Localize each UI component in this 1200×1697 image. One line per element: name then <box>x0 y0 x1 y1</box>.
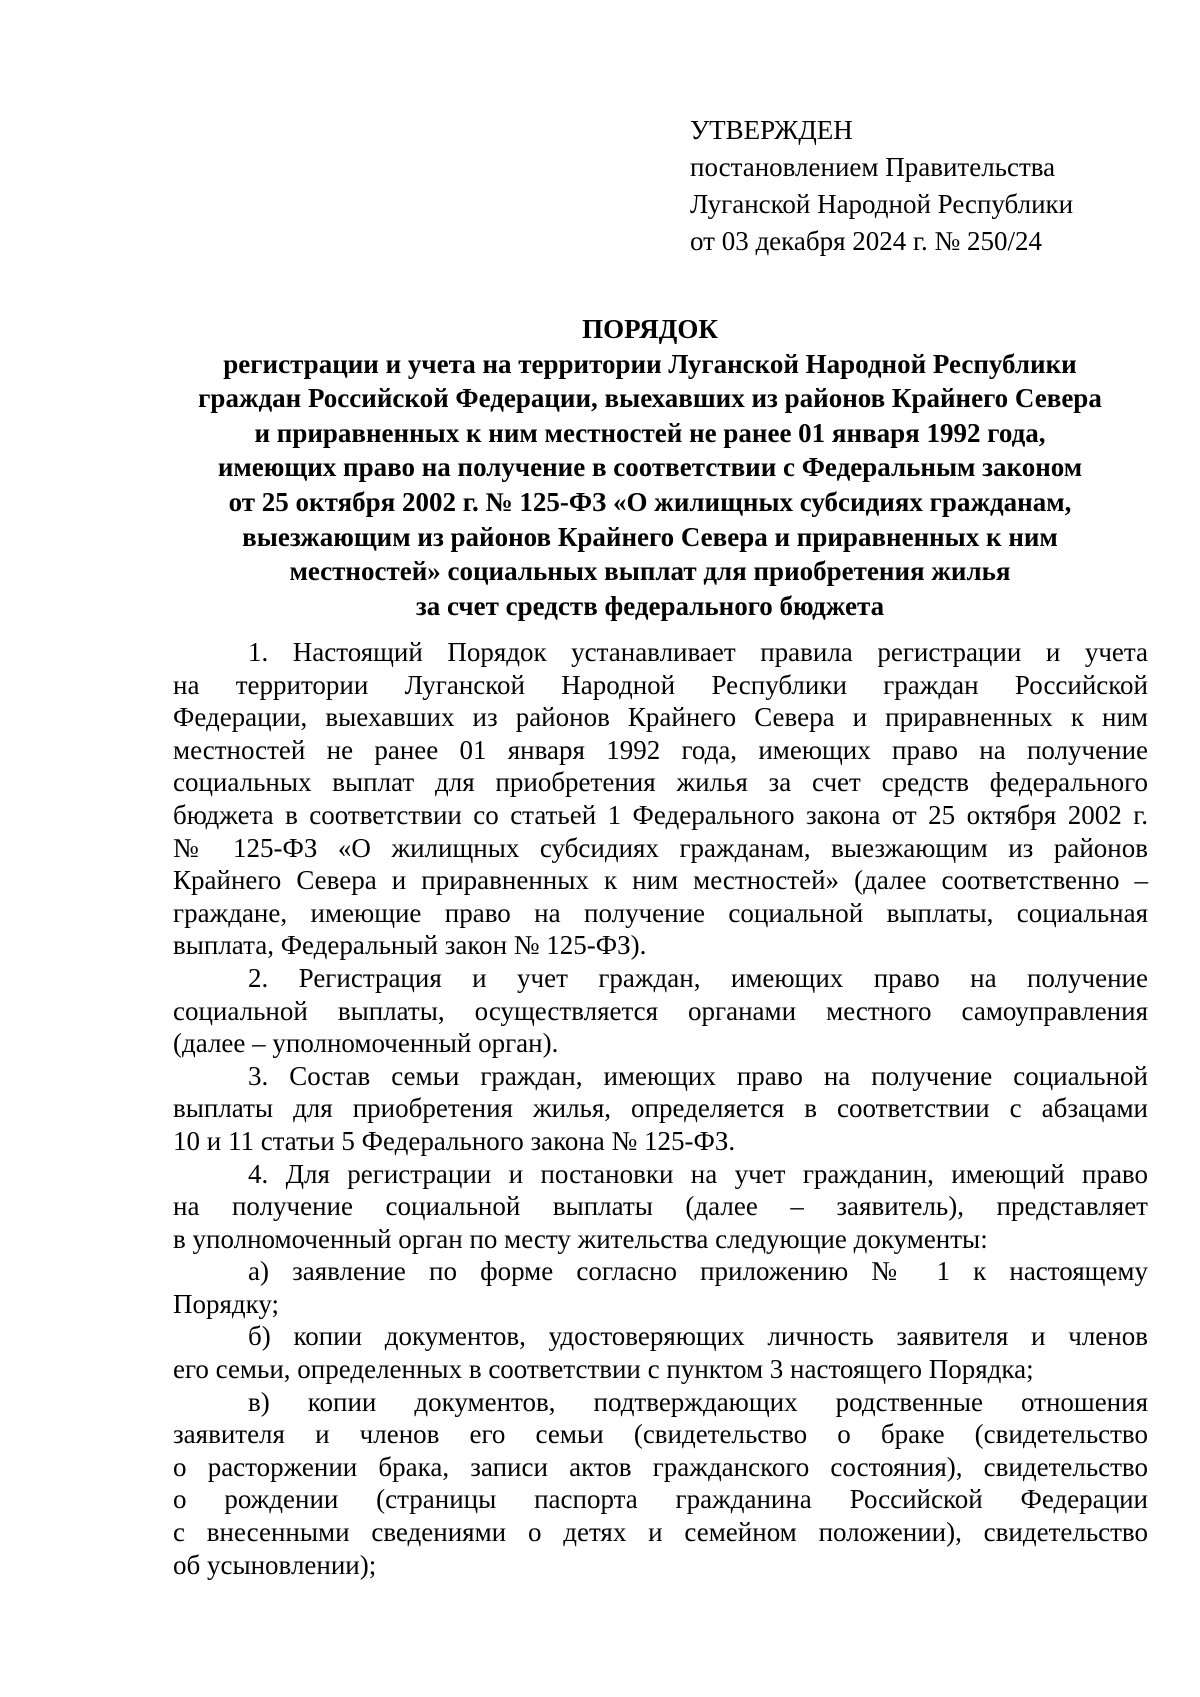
paragraph-line: бюджета в соответствии со статьей 1 Федерального закона от 25 октября 2002 г. <box>173 799 1148 830</box>
paragraph-line: на получение социальной выплаты (далее – заявитель), представляет <box>173 1191 1148 1222</box>
paragraph-line: граждане, имеющие право на получение социальной выплаты, социальная <box>173 897 1148 928</box>
paragraph-line: Крайнего Севера и приравненных к ним местностей» (далее соответственно – <box>173 865 1148 896</box>
document-body <box>173 636 1148 1581</box>
approval-line: постановлением Правительства <box>690 152 1056 182</box>
paragraph-line: местностей не ранее 01 января 1992 года, имеющих право на получение <box>173 734 1148 765</box>
body-paragraph <box>173 1386 1148 1582</box>
paragraph-line: 10 и 11 статьи 5 Федерального закона № 125-ФЗ. <box>173 1125 736 1156</box>
document-title <box>150 312 1150 623</box>
title-line: от 25 октября 2002 г. № 125-ФЗ «О жилищных субсидиях гражданам, <box>228 486 1072 517</box>
title-line: за счет средств федерального бюджета <box>415 590 885 621</box>
paragraph-line: о расторжении брака, записи актов гражданского состояния), свидетельство <box>173 1451 1148 1482</box>
approval-line: Луганской Народной Республики <box>690 189 1074 219</box>
paragraph-line: социальных выплат для приобретения жилья за счет средств федерального <box>173 767 1148 798</box>
title-line: и приравненных к ним местностей не ранее 01 января 1992 года, <box>254 417 1046 448</box>
paragraph-line: выплаты для приобретения жилья, определяется в соответствии с абзацами <box>173 1093 1148 1124</box>
paragraph-line: в уполномоченный орган по месту жительства следующие документы: <box>173 1223 988 1254</box>
body-paragraph <box>173 1255 1148 1320</box>
paragraph-line: выплата, Федеральный закон № 125-ФЗ). <box>173 930 647 961</box>
paragraph-line: социальной выплаты, осуществляется органами местного самоуправления <box>173 995 1148 1026</box>
body-paragraph <box>173 1320 1148 1385</box>
title-line: местностей» социальных выплат для приобретения жилья <box>289 556 1011 587</box>
paragraph-line: с внесенными сведениями о детях и семейном положении), свидетельство <box>173 1517 1148 1548</box>
title-heading: ПОРЯДОК <box>582 314 718 344</box>
paragraph-line: (далее – уполномоченный орган). <box>173 1028 559 1059</box>
body-paragraph <box>173 1060 1148 1158</box>
paragraph-line: Федерации, выехавших из районов Крайнего Севера и приравненных к ним <box>173 702 1148 733</box>
paragraph-line: об усыновлении); <box>173 1549 377 1580</box>
paragraph-line: в) копии документов, подтверждающих родственные отношения <box>248 1386 1148 1417</box>
paragraph-line: б) копии документов, удостоверяющих личность заявителя и членов <box>248 1321 1148 1352</box>
title-line: граждан Российской Федерации, выехавших из районов Крайнего Севера <box>198 383 1102 414</box>
body-paragraph <box>173 636 1148 962</box>
approval-status: УТВЕРЖДЕН <box>690 115 853 145</box>
paragraph-line: № 125-ФЗ «О жилищных субсидиях гражданам, выезжающим из районов <box>173 832 1148 863</box>
title-line: имеющих право на получение в соответствии с Федеральным законом <box>217 452 1083 483</box>
paragraph-line: о рождении (страницы паспорта гражданина Российской Федерации <box>173 1484 1148 1515</box>
approval-date: от 03 декабря 2024 г. № 250/24 <box>690 226 1043 256</box>
body-paragraph <box>173 962 1148 1060</box>
title-line: регистрации и учета на территории Луганской Народной Республики <box>223 348 1077 379</box>
title-line: выезжающим из районов Крайнего Севера и приравненных к ним <box>242 521 1058 552</box>
paragraph-line: 2. Регистрация и учет граждан, имеющих право на получение <box>248 962 1148 993</box>
paragraph-line: 1. Настоящий Порядок устанавливает правила регистрации и учета <box>248 637 1148 667</box>
paragraph-line: его семьи, определенных в соответствии с пунктом 3 настоящего Порядка; <box>173 1354 1034 1385</box>
paragraph-line: Порядку; <box>173 1288 280 1319</box>
body-paragraph <box>173 1158 1148 1256</box>
approval-stamp <box>690 112 1150 260</box>
paragraph-line: заявителя и членов его семьи (свидетельство о браке (свидетельство <box>173 1419 1148 1450</box>
paragraph-line: 3. Состав семьи граждан, имеющих право на получение социальной <box>248 1060 1148 1091</box>
paragraph-line: на территории Луганской Народной Республики граждан Российской <box>173 669 1148 700</box>
paragraph-line: а) заявление по форме согласно приложению № 1 к настоящему <box>248 1256 1148 1287</box>
paragraph-line: 4. Для регистрации и постановки на учет гражданин, имеющий право <box>248 1158 1148 1189</box>
